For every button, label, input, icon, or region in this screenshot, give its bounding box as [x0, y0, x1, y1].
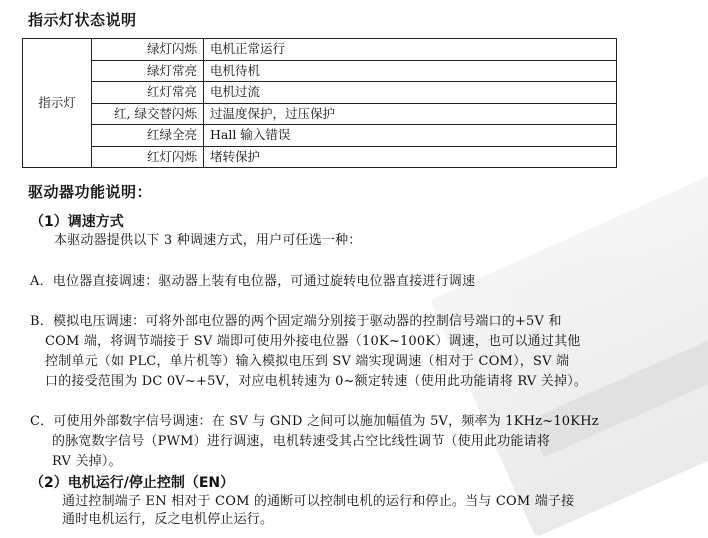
method-b-line: 口的接受范围为 DC 0V~+5V，对应电机转速为 0~额定转速（使用此功能请将 RV 关掉）。	[45, 374, 588, 389]
method-c-line: RV 关掉）。	[52, 454, 122, 469]
light-state: 红灯闪烁	[92, 146, 204, 168]
light-meaning: 过温度保护，过压保护	[204, 103, 617, 125]
section1-intro: 本驱动器提供以下 3 种调速方式，用户可任选一种：	[54, 233, 362, 248]
method-a: A．电位器直接调速：驱动器上装有电位器，可通过旋转电位器直接进行调速	[30, 274, 476, 289]
method-b-line: B．模拟电压调速：可将外部电位器的两个固定端分别接于驱动器的控制信号端口的+5V 和	[30, 314, 562, 329]
method-c-line: C．可使用外部数字信号调速：在 SV 与 GND 之间可以施加幅值为 5V，频率为 1KHz~10KHz	[30, 414, 599, 429]
method-b-line: COM 端，将调节端接于 SV 端即可使用外接电位器（10K~100K）调速，也可以通过其他	[45, 334, 581, 349]
light-meaning: Hall 输入错误	[204, 125, 617, 147]
group-label: 指示灯	[23, 39, 92, 168]
indicator-status-table	[22, 38, 617, 168]
light-meaning: 堵转保护	[204, 146, 617, 168]
light-state: 红, 绿交替闪烁	[92, 103, 204, 125]
light-state: 红绿全亮	[92, 125, 204, 147]
table-row	[23, 103, 617, 125]
method-c-line: 的脉宽数字信号（PWM）进行调速，电机转速受其占空比线性调节（使用此功能请将	[52, 434, 551, 449]
table-row	[23, 125, 617, 147]
section1-title: （1）调速方式	[30, 214, 124, 230]
table-row	[23, 39, 617, 61]
light-state: 绿灯常亮	[92, 60, 204, 82]
driver-heading: 驱动器功能说明：	[28, 183, 153, 201]
light-meaning: 电机正常运行	[204, 39, 617, 61]
indicator-heading: 指示灯状态说明	[28, 11, 137, 29]
section2-title: （2）电机运行/停止控制（EN）	[30, 475, 235, 491]
table-row	[23, 60, 617, 82]
section2-line: 通时电机运行，反之电机停止运行。	[62, 512, 274, 527]
table-row	[23, 146, 617, 168]
light-state: 红灯常亮	[92, 82, 204, 104]
section2-line: 通过控制端子 EN 相对于 COM 的通断可以控制电机的运行和停止。当与 COM 端子接	[62, 494, 575, 509]
light-state: 绿灯闪烁	[92, 39, 204, 61]
light-meaning: 电机待机	[204, 60, 617, 82]
light-meaning: 电机过流	[204, 82, 617, 104]
table-row	[23, 82, 617, 104]
method-b-line: 控制单元（如 PLC，单片机等）输入模拟电压到 SV 端实现调速（相对于 COM），SV 端	[45, 354, 570, 369]
